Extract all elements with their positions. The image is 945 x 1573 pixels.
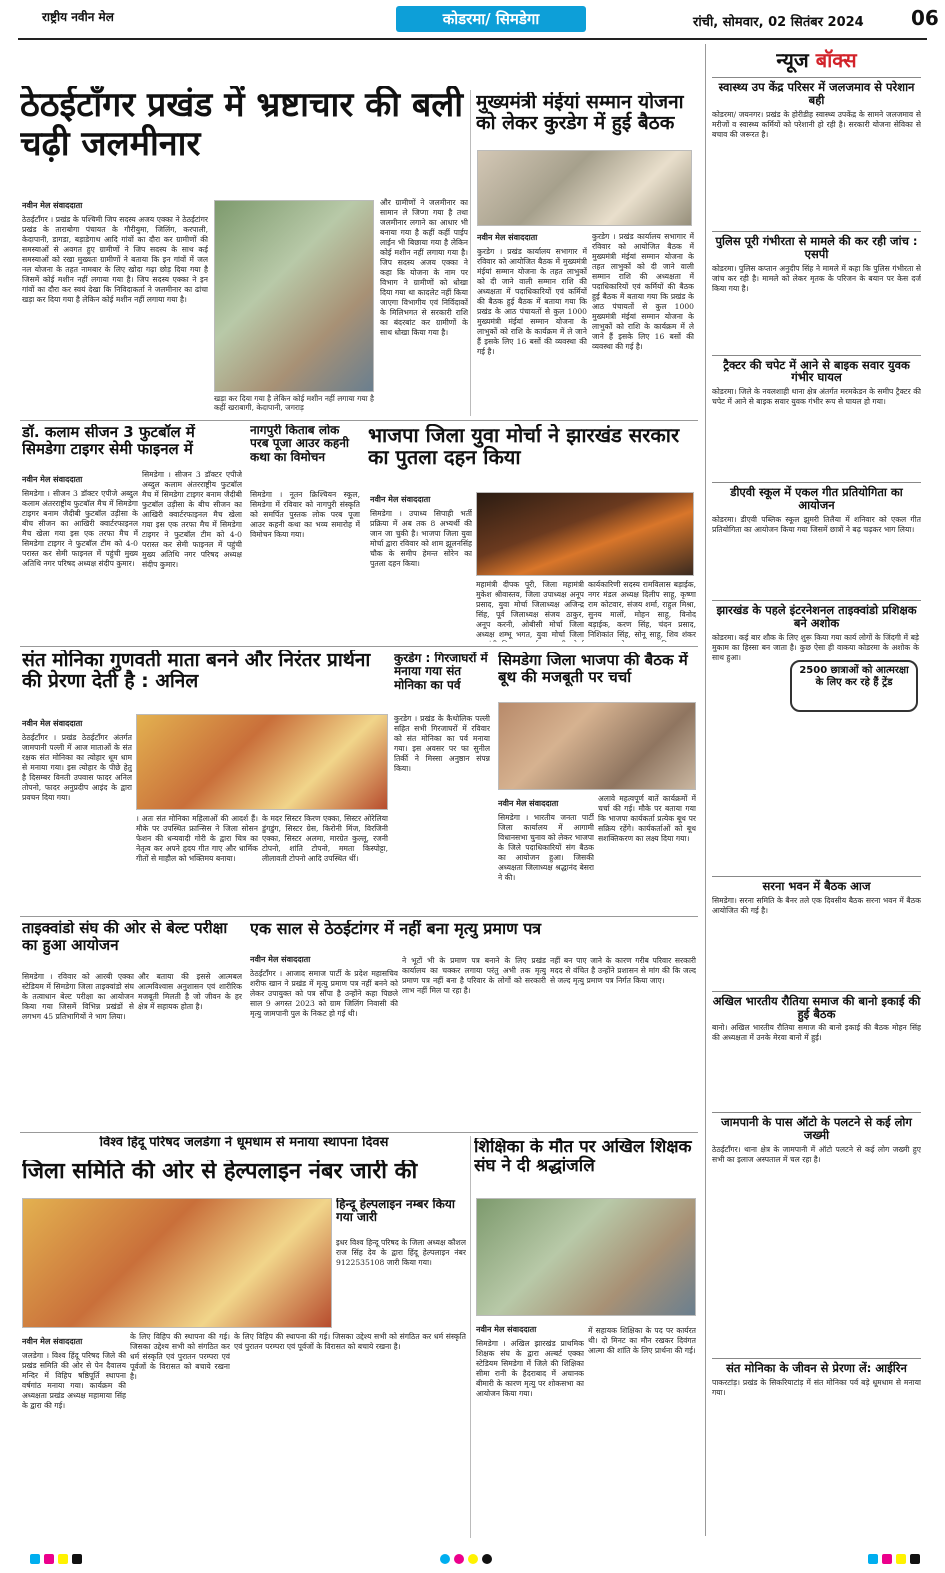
- kurdeg-headline-box: [476, 92, 696, 142]
- black-swatch: [72, 1554, 82, 1564]
- lead-body-cont: और ग्रामीणों ने जलमीनार का सामान ले जिप्गा गया है तथा जलमीनार लगाने का आधार भी बनाया गया है कहीं कहीं पाईप लाईन भी बिछाया गया है लेकिन कोई मशीन नहीं लगाया गया है। जिप सदस्य अजय एक्का ने कहा कि योजना के नाम पर विभाग ने ग्रामीणों को धोखा दिया गया था कादलेट नहीं किया जाएगा विभागीय एवं निर्विदाकों के मिलिभगत से सरकारी राशि का बंदरबांट कर ग्रामीणों के साथ धोखा किया गया है।: [380, 198, 468, 338]
- vhp-story: [22, 1332, 126, 1538]
- yellow-swatch: [896, 1554, 906, 1564]
- kurdeg-story: [477, 228, 587, 416]
- vhp-kicker: विश्व हिंदू परिषद जलडेगा ने धूमधाम से मनाया स्थापना दिवस: [99, 1136, 389, 1150]
- news-brief: [712, 991, 921, 1110]
- news-box-title-a: न्यूज: [776, 48, 809, 72]
- lead-body: ठेठईटाँगर । प्रखंड के पश्चिमी जिप सदस्य अजय एक्का ने ठेठईटांगर प्रखंड के ताराबोगा पंचायत के गौरीयुमा, जिलिंग, करपाली, केदापानी, डागडा, बड़ाडेगाथ आदि गांवों का दौरा कर ग्रामीणों की समस्याओं से अवगत हुए ग्रामीणों ने जिप सदस्य के साथ कई समस्याओं को रखा मुख्यतः ग्रामीणों ने बताया कि इन गांवों में जल नल योजना के तहत नामबार के लिए खोदा गढ़ा छोड़ दिया गया है जिसमें कोई मशीन नहीं लगाया गया है। जिप सदस्य एक्का ने इन गांवों का दौरा कर स्वयं देखा कि निविदाकर्ता ने जलमीनार का ढांचा खड़ा कर दिया गया है लेकिन कोई मशीन नहीं लगाया गया है।: [22, 215, 208, 305]
- teacher-body-2: में सहायक शिक्षिका के पद पर कार्यरत थी। दो मिनट का मौन रखकर दिवंगत आत्मा की शांति के लिए प्रार्थना की गई।: [588, 1326, 696, 1356]
- callout-quote: 2500 छात्राओं को आत्मरक्षा के लिए कर रहे हैं ट्रेंड: [790, 660, 918, 712]
- brief-body: कोडरमा। डीएवी पब्लिक स्कूल झुमरी तिलैया में शनिवार को एकल गीत प्रतियोगिता का आयोजन किया गया जिसमें छात्रों ने बढ़ चढ़कर भाग लिया।: [712, 515, 921, 535]
- vhp-sub-box: [336, 1198, 466, 1234]
- brief-body: कोडरमा। जिले के नवलशाही थाना क्षेत्र अंतर्गत मरमकेडन के समीप ट्रैक्टर की चपेट में आने से बाइक सवार युवक गंभीर रूप से घायल हो गया।: [712, 387, 921, 407]
- brief-headline: संत मोनिका के जीवन से प्रेरणा लें: आईरिन: [726, 1361, 907, 1376]
- byline: नवीन मेल संवाददाता: [22, 201, 83, 210]
- brief-body: कोडरमा। पुलिस कप्तान अनुदीप सिंह ने मामले में कहा कि पुलिस गंभीरता से जांच कर रही है। मामले को लेकर मृतक के परिजन के बयान पर केस दर्ज किया गया है।: [712, 263, 921, 293]
- kurdeg-body: कुरडेग । प्रखंड कार्यालय सभागार में रविवार को आयोजित बैठक में मुख्यमंत्री मंईयां सम्मान योजना के तहत लाभुकों को दी जाने वाली सम्मान राशि की अध्यक्षता में पदाधिकारियों एवं कर्मियों की बैठक हुई बैठक में बताया गया कि प्रखंड के आठ पंचायतों से कुल 1000 मुख्यमंत्री मंईयां सम्मान योजना के लाभुकों को राशि के कार्यक्रम में ले जाने हैं इसके लिए 16 बसों की व्यवस्था की गई है।: [477, 247, 587, 357]
- news-brief: [712, 355, 921, 480]
- booth-meeting-photo: [498, 702, 696, 790]
- column-rule: [470, 90, 471, 416]
- anil-body-2: । अतः संत मोनिका महिलाओं की आदर्श हैं। मौके पर उपस्थित फ्रान्सिस ने जिला सोसन फेशन की धन्यवादी गोरी के द्वारा चित्र का नेतृत्व कर अपने हृदय गीत गाए और धार्मिक गीतों से माहौल को भक्तिमय बनाया।: [136, 814, 258, 864]
- kurdeg-monica-headline-box: [394, 652, 490, 712]
- magenta-swatch: [44, 1554, 54, 1564]
- kurdeg-body-cont: कुरडेग । प्रखंड कार्यालय सभागार में रविवार को आयोजित बैठक में मुख्यमंत्री मंईयां सम्मान योजना के तहत लाभुकों को दी जाने वाली सम्मान राशि की अध्यक्षता में पदाधिकारियों एवं कर्मियों की बैठक हुई बैठक में बताया गया कि प्रखंड के आठ पंचायतों से कुल 1000 मुख्यमंत्री मंईयां सम्मान योजना के लाभुकों को राशि के कार्यक्रम में ले जाने हैं इसके लिए 16 बसों की व्यवस्था की गई है।: [592, 232, 694, 352]
- booth-body-2: अलावे महत्वपूर्ण बातें कार्यक्रमों में चर्चा की गई। मौके पर बताया गया कि भाजपा कार्यकर्ता प्रत्येक बूथ पर सक्रिय रहेंगे। कार्यकर्ताओं को बूथ सशक्तिकरण का लक्ष्य दिया गया।: [598, 794, 696, 844]
- anil-body-3: के मदर सिस्टर किरण एक्का, सिस्टर ओरेलिया डुंगडुंग, सिस्टर ग्रेस, किरोनी मिंज, विरजिनी एक्का, सिस्टर अलमा, मारग्रेत कुल्लू, रजनी टोपनो, शांति टोपनो, ममता किस्पोट्टा, लीलावती टोपनो आदि उपस्थित थीं।: [262, 814, 388, 864]
- byline: नवीन मेल संवाददाता: [370, 495, 431, 504]
- news-brief: [712, 876, 921, 988]
- vhp-group-photo: [22, 1198, 332, 1328]
- lead-headline-box: [20, 86, 465, 188]
- masthead: [18, 0, 939, 40]
- brief-headline: जामपानी के पास ऑटो के पलटने से कई लोग जख्मी: [721, 1115, 912, 1143]
- nagpuri-headline: नागपुरी किताब लोक परब पूजा आउर कहनी कथा का विमोचन: [250, 424, 350, 464]
- booth-headline: सिमडेगा जिला भाजपा की बैठक में बूथ की मजबूती पर चर्चा: [498, 652, 688, 686]
- anil-body: ठेठईटाँगर । प्रखंड ठेठईटाँगर अंतर्गत जामपानी पल्ली में आज माताओं के संत रक्षक संत मोनिका का त्योहार धूम धाम से मनाया गया। इस त्योहार के पीछे हेतु है दिसम्बर विनती उपवास फादर अनिल तोपनो, फादर अनुप्रदीप आइंद के द्वारा प्रवचन दिया गया।: [22, 733, 132, 803]
- bjp-headline-box: [368, 424, 698, 486]
- water-tower-photo: [214, 200, 374, 392]
- taekwondo-body: सिमडेगा । रविवार को आरबी एक्का स्टेडियम में सिमडेगा जिला ताइक्वांडो संघ के तत्वाधान बेल्ट परीक्षा का आयोजन किया गया जिसमें विभिन्न प्रखंडों से लगभग 45 प्रतिभागियों ने भाग लिया।: [22, 972, 134, 1022]
- brief-headline: अखिल भारतीय रौतिया समाज की बानो इकाई की हुई बैठक: [712, 993, 921, 1021]
- monica-festival-photo: [136, 714, 388, 810]
- death-body-2: ने भूटों भी के प्रमाण पत्र बनाने के लिए प्रखंड कार्यालय का चक्कर लगाया परंतु अभी तक मृत्यु प्रमाण पत्र नहीं बना है परिवार के लोगों को सरकारी लाभ नहीं मिल पा रहा है।: [402, 956, 546, 996]
- anil-headline: संत मोनिका गुणवती माता बनने और निरंतर प्रार्थना की प्रेरणा देती है : अनिल: [22, 650, 371, 693]
- vhp-kicker-box: [22, 1136, 466, 1158]
- death-body-3: नहीं बन पाए जाने के कारण गरीब परिवार सरकारी मदद से वंचित है उन्होंने प्रशासन से मांग की कि जल्द से जल्द मृत्यु प्रमाण पत्र निर्गत किया जाए।: [550, 956, 696, 986]
- vhp-headline-box: [22, 1160, 466, 1192]
- effigy-photo: [476, 492, 694, 576]
- booth-body: सिमडेगा । भारतीय जनता पार्टी जिला कार्यालय में आगामी विधानसभा चुनाव को लेकर भाजपा के जिले पदाधिकारियों संग बैठक का आयोजन हुआ। जिसकी अध्यक्षता जिलाध्यक्ष श्रद्धानंद बेसरा ने की।: [498, 813, 594, 883]
- vhp-body-2: के लिए विहिप की स्थापना की गई। जिसका उद्देश्य सभी को संगठित कर धर्म संस्कृति एवं पुरातन परम्परा एवं पूर्वजों के विरासत को बचाये रखना है।: [130, 1332, 230, 1382]
- byline: नवीन मेल संवाददाता: [498, 799, 559, 808]
- death-body: ठेठईटाँगर । आजाद समाज पार्टी के प्रदेश महासचिव शरीफ खान ने प्रखंड में मृत्यु प्रमाण पत्र नहीं बनने को लेकर उपायुक्त को पत्र सौंपा है उन्होंने कहा पिछले साल 9 अगस्त 2023 को ग्राम जिलिंग निवासी की मृत्यु जामपानी पुल के निकट हो गई थी।: [250, 969, 398, 1019]
- brief-headline: ट्रैक्टर की चपेट में आने से बाइक सवार युवक गंभीर घायल: [723, 357, 910, 385]
- death-headline-box: [250, 920, 698, 948]
- magenta-dot: [454, 1554, 464, 1564]
- kalam-body-cont: सिमडेगा । सीजन 3 डॉक्टर एपीजे अब्दुल कलाम अंतरराष्ट्रीय फुटबॉल मैच में सिमडेगा टाइगर बनाम जैदीबी फुटबॉल उड़ीसा के बीच सीजन का आखिरी क्वार्टरफाइनल मैच खेला गया इस एक तरफा मैच में सिमडेगा टाइगर ने फुटबॉल टीम को 4-0 परास्त कर सेमी फाइनल में पहुंची मुख्य अतिथि नगर परिषद अध्यक्ष संदीप कुमार।: [142, 470, 242, 570]
- teacher-headline: शिक्षिका के मौत पर अखिल शिक्षक संघ ने दी श्रद्धांजलि: [474, 1138, 692, 1177]
- taekwondo-headline-box: [22, 920, 242, 968]
- kurdeg-headline: मुख्यमंत्री मंईयां सम्मान योजना को लेकर कुरडेग में हुई बैठक: [476, 92, 684, 135]
- brief-body: कोडरमा। कई बार शौक के लिए शुरू किया गया कार्य लोगों के जिंदगी में बड़े मुकाम का हिस्सा बन जाता है। कुछ ऐसा ही वाकया कोडरमा के अशोक के साथ हुआ।: [712, 632, 919, 662]
- death-story: [250, 950, 398, 1128]
- divider: [20, 420, 698, 421]
- lead-headline: ठेठईटाँगर प्रखंड में भ्रष्टाचार की बली चढ़ी जलमीनार: [20, 86, 464, 165]
- brief-headline: झारखंड के पहले इंटरनेशनल ताइक्वांडो प्रशिक्षक बने अशोक: [716, 603, 917, 630]
- divider: [20, 1132, 698, 1133]
- black-swatch: [910, 1554, 920, 1564]
- byline: नवीन मेल संवाददाता: [477, 233, 538, 242]
- kurdeg-monica-body: कुरडेग । प्रखंड के कैथोलिक पल्ली सहित सभी गिरजाघरों में रविवार को संत मोनिका का पर्व मनाया गया। इस अवसर पर फा सुनील तिर्की ने मिस्सा अनुष्ठान संपन्न किया।: [394, 714, 490, 774]
- news-brief: [712, 231, 921, 352]
- kalam-headline-box: [22, 424, 242, 468]
- magenta-swatch: [882, 1554, 892, 1564]
- news-box-title-b: बॉक्स: [815, 48, 857, 72]
- black-dot: [482, 1554, 492, 1564]
- news-brief: [712, 1358, 921, 1528]
- brief-body: कोडरमा/ जयनगर। प्रखंड के होरीडीह स्वास्थ्य उपकेंद्र के सामने जलजमाव से मरीजों व स्वास्थ्य कर्मियों को परेशानी हो रही है। सरकारी योजना सेविका से बचाव की जरूरत है।: [712, 109, 921, 139]
- booth-story: [498, 794, 594, 912]
- kalam-body: सिमडेगा । सीजन 3 डॉक्टर एपीजे अब्दुल कलाम अंतरराष्ट्रीय फुटबॉल मैच में सिमडेगा टाइगर बनाम जैदीबी फुटबॉल उड़ीसा के बीच सीजन का आखिरी क्वार्टरफाइनल मैच खेला गया इस एक तरफा मैच में सिमडेगा टाइगर ने फुटबॉल टीम को 4-0 परास्त कर सेमी फाइनल में पहुंची मुख्य अतिथि नगर परिषद अध्यक्ष संदीप कुमार।: [22, 489, 138, 569]
- death-headline: एक साल से ठेठईटांगर में नहीं बना मृत्यु प्रमाण पत्र: [250, 920, 542, 938]
- cyan-dot: [440, 1554, 450, 1564]
- news-brief: [712, 77, 921, 228]
- nagpuri-body: सिमडेगा । नूतन क्रिश्चियन स्कूल, सिमडेगा में रविवार को नागपुरी संस्कृति को समर्पित पुस्तक लोक परब पूजा आउर कहनी कथा का भव्य समारोह में विमोचन किया गया।: [250, 490, 360, 540]
- bjp-story: [370, 490, 472, 642]
- kalam-story: [22, 470, 138, 642]
- cyan-swatch: [30, 1554, 40, 1564]
- brief-body: ठेठईटाँगर। थाना क्षेत्र के जामपानी में ऑटो पलटने से कई लोग जख्मी हुए सभी का इलाज अस्पताल में चल रहा है।: [712, 1145, 921, 1165]
- kurdeg-monica-headline: कुरडेग : गिरजाघरों में मनाया गया संत मोनिका का पर्व: [394, 652, 488, 692]
- column-rule: [470, 1136, 471, 1538]
- vhp-body-2b: के लिए विहिप की स्थापना की गई। जिसका उद्देश्य सभी को संगठित कर धर्म संस्कृति एवं पुरातन परम्परा एवं पूर्वजों के विरासत को बचाये रखना है।: [234, 1332, 466, 1352]
- byline: नवीन मेल संवाददाता: [22, 1337, 83, 1346]
- brief-body: सिमडेगा। सरना समिति के बैनर तले एक दिवसीय बैठक सरना भवन में बैठक आयोजित की गई है।: [712, 895, 921, 915]
- divider: [20, 916, 698, 917]
- news-box-title: [712, 46, 921, 73]
- brief-headline: पुलिस पूरी गंभीरता से मामले की कर रही जांच : एसपी: [715, 233, 918, 261]
- anil-headline-box: [22, 650, 388, 710]
- brief-body: बानो। अखिल भारतीय रौतिया समाज की बानो इकाई की बैठक मोहन सिंह की अध्यक्षता में उनके मेरवा बानो में हुई।: [712, 1023, 921, 1043]
- vhp-body: जलडेगा । विश्व हिंदू परिषद जिले की प्रखंड समिति की ओर से पेन दैवालय मन्दिर में विहिप षष्ठिपूर्ति स्थापना वर्षगांठ मनाया गया। कार्यक्रम की अध्यक्षता प्रखंड अध्यक्ष महामाया सिंह के द्वारा की गई।: [22, 1351, 126, 1411]
- teacher-headline-box: [474, 1138, 698, 1194]
- brief-headline: सरना भवन में बैठक आज: [762, 878, 871, 893]
- byline: नवीन मेल संवाददाता: [22, 719, 83, 728]
- byline: नवीन मेल संवाददाता: [476, 1325, 537, 1334]
- bjp-headline: भाजपा जिला युवा मोर्चा ने झारखंड सरकार का पुतला दहन किया: [368, 424, 680, 470]
- byline: नवीन मेल संवाददाता: [250, 955, 311, 964]
- page-number: 06: [911, 6, 939, 30]
- yellow-dot: [468, 1554, 478, 1564]
- bjp-body-2: महामंत्री दीपक पूरी, जिला महामंत्री मुकेश श्रीवास्तव, जिला उपाध्यक्ष अनूप प्रसाद, युवा मोर्चा जिलाध्यक्ष अजिन्द्र सिंह, पूर्व जिलाध्यक्ष संजय ठाकुर, अनूप करनी, ओबीसी मोर्चा जिला अध्यक्ष शम्भू भगत, युवा मोर्चा जिला: [476, 580, 584, 640]
- vhp-body-3: इधर विश्व हिन्दू परिषद के जिला अध्यक्ष कौशल राज सिंह देव के द्वारा हिंदू हेल्पलाइन नंबर 9122535108 जारी किया गया।: [336, 1238, 466, 1268]
- photo-caption: खड़ा कर दिया गया है लेकिन कोई मशीन नहीं लगाया गया है कहीं खराबागी, केदापानी, जगराड़: [214, 394, 375, 413]
- section-tag: कोडरमा/ सिमडेगा: [396, 6, 586, 32]
- taekwondo-body-2: और बताया की इससे आत्मबल आत्मविश्वास अनुशासन एवं शारीरिक मजबूती मिलती है जो जीवन के हर क्षेत्र में सहायक होता है।: [138, 972, 242, 1012]
- brand-logo: राष्ट्रीय नवीन मेल: [42, 10, 114, 24]
- kalam-headline: डॉ. कलाम सीजन 3 फुटबॉल में सिमडेगा टाइगर सेमी फाइनल में: [22, 424, 195, 458]
- news-brief: [712, 1112, 921, 1355]
- news-brief: [712, 482, 921, 597]
- brief-body: पाकरटांड़। प्रखंड के सिकरियाटांड़ में संत मोनिका पर्व बड़े धूमधाम से मनाया गया।: [712, 1378, 921, 1398]
- brief-headline: डीएवी स्कूल में एकल गीत प्रतियोगिता का आयोजन: [730, 485, 903, 513]
- divider: [20, 646, 698, 647]
- tribute-photo: [476, 1198, 696, 1316]
- anil-story: [22, 714, 132, 912]
- vhp-sub-headline: हिन्दू हेल्पलाइन नम्बर किया गया जारी: [336, 1198, 455, 1225]
- teacher-story: [476, 1320, 584, 1538]
- bjp-body: सिमडेगा । उपाध्य सिपाही भर्ती प्रक्रिया में अब तक 8 अभ्यर्थी की जान जा चुकी है। भाजपा जिला युवा मोर्चा द्वारा रविवार को शाम झूलनसिंह चौक के समीप हेमन्त सोरेन का पुतला दहन किया।: [370, 509, 472, 569]
- teacher-body: सिमडेगा । अखिल झारखंड प्राथमिक शिक्षक संघ के द्वारा अल्बर्ट एक्का स्टेडियम सिमडेगा में जिले की शिक्षिका सीमा रानी के हैदराबाद में अचानक बीमारी के कारण मृत्यु पर शोकसभा का आयोजन किया गया।: [476, 1339, 584, 1399]
- news-brief: [712, 600, 921, 873]
- bjp-body-3: कार्यकारिणी सदस्य रामविलास बड़ाईक, नगर मंडल अध्यक्ष दिलीप साहू, कृष्णा राम कोटवार, संजय शर्मा, राहुल मिश्रा, सुनय मालों, मोहन साहू, विनोद बड़ाईक, करण सिंह, चंदन प्रसाद, निशिकांत सिंह, सोनू साहू, शिव शंकर: [588, 580, 696, 640]
- cyan-swatch: [868, 1554, 878, 1564]
- lead-story: [22, 196, 208, 416]
- news-box-column: [705, 44, 921, 1536]
- byline: नवीन मेल संवाददाता: [22, 475, 83, 484]
- taekwondo-headline: ताइक्वांडो संघ की ओर से बेल्ट परीक्षा का हुआ आयोजन: [22, 920, 228, 954]
- meeting-photo: [477, 150, 692, 226]
- brief-headline: स्वास्थ्य उप केंद्र परिसर में जलजमाव से परेशान बही: [718, 80, 915, 107]
- yellow-swatch: [58, 1554, 68, 1564]
- issue-date: रांची, सोमवार, 02 सितंबर 2024: [693, 15, 864, 30]
- booth-headline-box: [498, 652, 698, 698]
- vhp-headline: जिला समिति की ओर से हेल्पलाइन नंबर जारी की: [22, 1160, 418, 1184]
- nagpuri-headline-box: [250, 424, 360, 486]
